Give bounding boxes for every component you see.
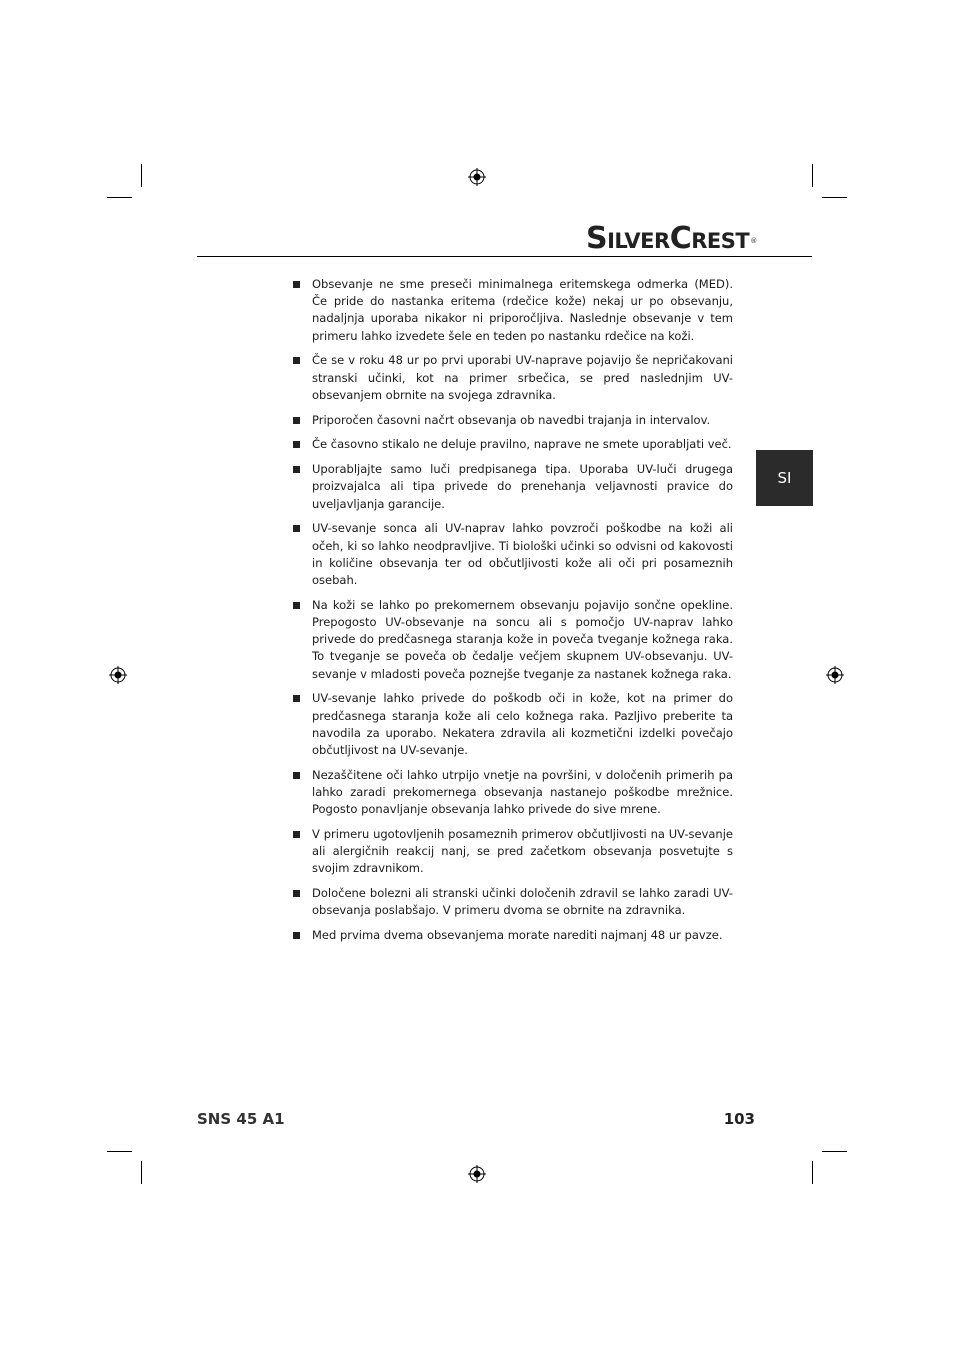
list-item-text: Na koži se lahko po prekomernem obsevanju pojavijo sončne opekline. Prepogosto UV-obsevanje na soncu ali s pomočjo UV-naprav lahko privede do predčasnega staranja kože in poveča tveganje kožnega raka. To tveganje se poveča ob čedalje večjem skupnem UV-obsevanju. UV-sevanje v mladosti poveča poznejše tveganje za nastanek kožnega raka. — [312, 597, 733, 681]
brand-letter: C — [669, 221, 692, 256]
registration-mark-icon — [109, 666, 127, 684]
list-item-text: Če časovno stikalo ne deluje pravilno, naprave ne smete uporabljati več. — [312, 437, 732, 452]
brand-letters: ILVER — [607, 229, 670, 253]
list-item-text: Med prvima dvema obsevanjema morate narediti najmanj 48 ur pavze. — [312, 928, 723, 943]
list-item-text: Priporočen časovni načrt obsevanja ob navedbi trajanja in intervalov. — [312, 412, 711, 427]
crop-mark — [141, 1161, 142, 1184]
bullet-square-icon — [293, 831, 300, 838]
bullet-square-icon — [293, 890, 300, 897]
list-item-text: V primeru ugotovljenih posameznih primerov občutljivosti na UV-sevanje ali alergičnih reakcij nanj, se pred začetkom obsevanja posvetujte s svojim zdravnikom. — [312, 827, 733, 876]
list-item-text: UV-sevanje lahko privede do poškodb oči in kože, kot na primer do predčasnega staranja kože ali celo kožnega raka. Pazljivo preberite ta navodila za uporabo. Nekatera zdravila ali kozmetični izdelki povečajo občutljivost na UV-sevanje. — [312, 691, 733, 758]
bullet-square-icon — [293, 466, 300, 473]
crop-mark — [141, 164, 142, 187]
crop-mark — [822, 197, 847, 198]
bullet-square-icon — [293, 281, 300, 288]
list-item-text: Določene bolezni ali stranski učinki določenih zdravil se lahko zaradi UV-obsevanja poslabšajo. V primeru dvoma se obrnite na zdravnika. — [312, 886, 733, 918]
list-item-text: Nezaščitene oči lahko utrpijo vnetje na površini, v določenih primerih pa lahko zaradi prekomernega obsevanja nastanejo poškodbe mrežnice. Pogosto ponavljanje obsevanja lahko privede do sive mrene. — [312, 767, 733, 817]
bullet-square-icon — [293, 602, 300, 609]
list-item-text: Če se v roku 48 ur po prvi uporabi UV-naprave pojavijo še nepričakovani stranski učinki, kot na primer srbečica, se pred naslednjim UV-obsevanjem obrnite na svojega zdravnika. — [312, 353, 733, 402]
list-item — [293, 690, 733, 759]
list-item — [293, 927, 733, 944]
language-tab — [756, 450, 813, 506]
crop-mark — [812, 164, 813, 187]
crop-mark — [822, 1151, 847, 1152]
bullet-square-icon — [293, 441, 300, 448]
registration-mark-icon — [468, 1165, 486, 1183]
bullet-square-icon — [293, 772, 300, 779]
crop-mark — [107, 197, 132, 198]
list-item — [293, 412, 733, 429]
registration-mark-icon — [468, 168, 486, 186]
bullet-square-icon — [293, 525, 300, 532]
list-item-text: Uporabljajte samo luči predpisanega tipa. Uporaba UV-luči drugega proizvajalca ali tipa privede do prenehanja veljavnosti pravice do uveljavljanja garancije. — [312, 462, 733, 511]
header-rule — [197, 256, 812, 257]
language-tab-label: SI — [777, 469, 792, 487]
list-item — [293, 885, 733, 919]
crop-mark — [812, 1161, 813, 1184]
brand-logo — [586, 221, 757, 256]
bullet-square-icon — [293, 417, 300, 424]
brand-letters: REST — [691, 229, 750, 253]
list-item — [293, 767, 733, 819]
registered-mark: ® — [750, 237, 757, 245]
footer-model: SNS 45 A1 — [197, 1110, 285, 1128]
brand-letter: S — [586, 221, 608, 256]
list-item — [293, 826, 733, 878]
list-item — [293, 352, 733, 404]
registration-mark-icon — [826, 666, 844, 684]
safety-list — [293, 276, 733, 952]
list-item — [293, 597, 733, 683]
list-item-text: Obsevanje ne sme preseči minimalnega eritemskega odmerka (MED). Če pride do nastanka eritema (rdečice kože) nekaj ur po obsevanju, nadaljnja uporaba nikakor ni priporočljiva. Naslednje obsevanje v tem primeru lahko izvedete šele en teden po nastanku rdečice na koži. — [312, 277, 733, 343]
bullet-square-icon — [293, 357, 300, 364]
list-item — [293, 436, 733, 453]
page-number: 103 — [723, 1110, 755, 1128]
bullet-square-icon — [293, 932, 300, 939]
list-item — [293, 276, 733, 345]
bullet-square-icon — [293, 695, 300, 702]
list-item-text: UV-sevanje sonca ali UV-naprav lahko povzroči poškodbe na koži ali očeh, ki so lahko neodpravljive. Ti biološki učinki so odvisni od kakovosti in količine obsevanja ter od občutljivosti kože ali oči pri posameznih osebah. — [312, 521, 733, 588]
crop-mark — [107, 1151, 132, 1152]
list-item — [293, 461, 733, 513]
list-item — [293, 520, 733, 589]
